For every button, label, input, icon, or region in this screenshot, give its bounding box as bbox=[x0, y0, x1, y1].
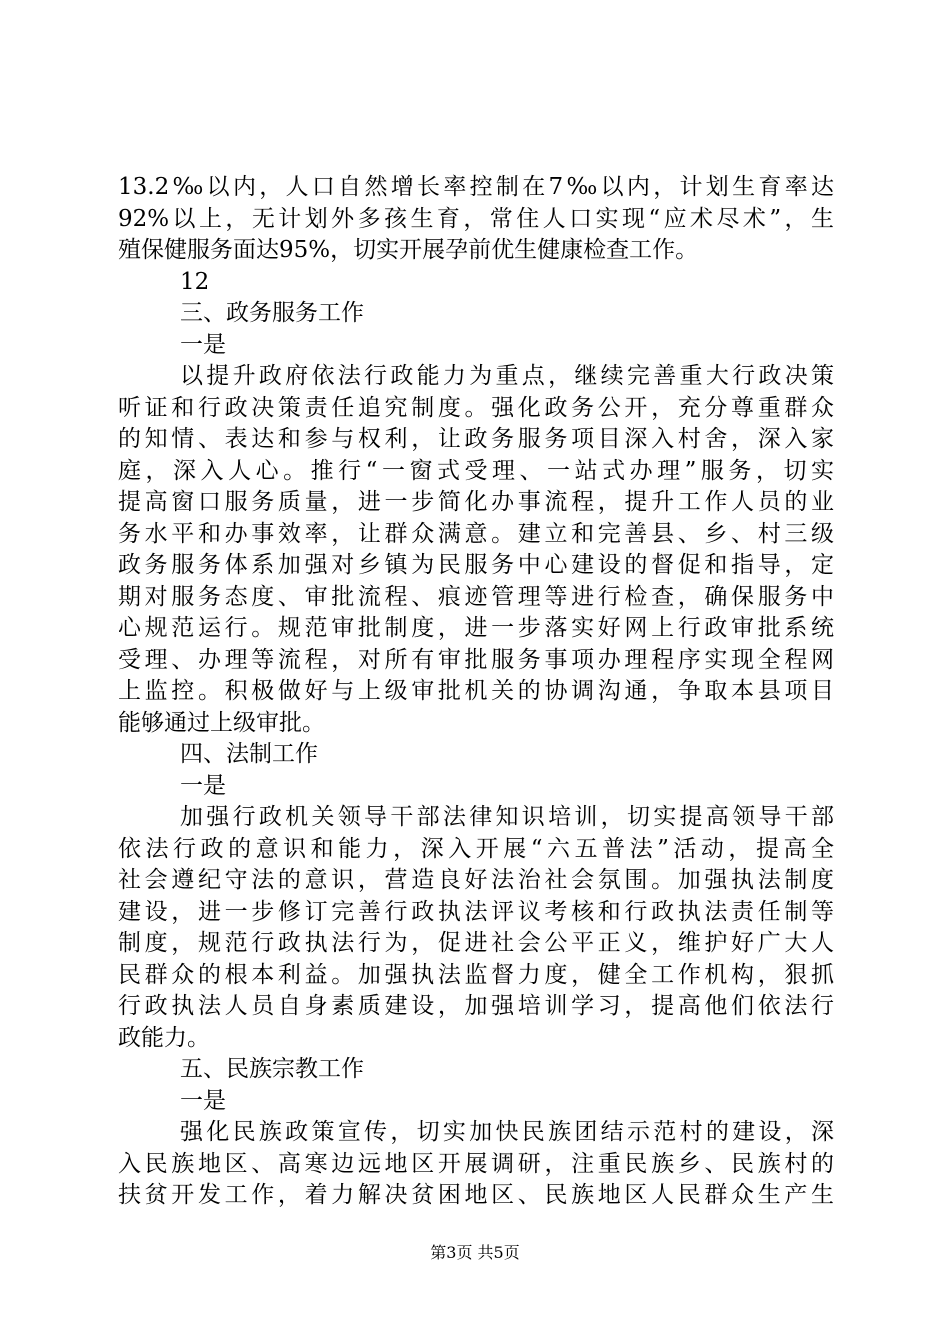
text-line: 心规范运行。规范审批制度，进一步落实好网上行政审批系统 bbox=[118, 615, 834, 641]
text-line: 一是 bbox=[180, 1087, 226, 1114]
text-line: 入民族地区、高寒边远地区开展调研，注重民族乡、民族村的 bbox=[118, 1150, 834, 1177]
text-line: 13.2‰以内，人口自然增长率控制在7‰以内，计划生育率达 bbox=[118, 174, 834, 200]
text-line: 民群众的根本利益。加强执法监督力度，健全工作机构，狠抓 bbox=[118, 961, 834, 988]
text-line: 庭，深入人心。推行“一窗式受理、一站式办理”服务，切实 bbox=[118, 457, 834, 484]
text-line: 一是 bbox=[180, 331, 226, 358]
page-footer: 第3页 共5页 bbox=[430, 1243, 520, 1262]
text-line: 行政执法人员自身素质建设，加强培训学习，提高他们依法行 bbox=[118, 993, 834, 1019]
text-line: 12 bbox=[180, 268, 210, 295]
text-line: 以提升政府依法行政能力为重点，继续完善重大行政决策 bbox=[180, 363, 834, 389]
text-line: 四、法制工作 bbox=[180, 741, 318, 767]
text-line: 务水平和办事效率，让群众满意。建立和完善县、乡、村三级 bbox=[118, 520, 834, 547]
text-line: 92%以上，无计划外多孩生育，常住人口实现“应术尽术”，生 bbox=[118, 205, 834, 232]
text-line: 听证和行政决策责任追究制度。强化政务公开，充分尊重群众 bbox=[118, 394, 834, 421]
text-line: 政务服务体系加强对乡镇为民服务中心建设的督促和指导，定 bbox=[118, 552, 834, 578]
text-line: 期对服务态度、审批流程、痕迹管理等进行检查，确保服务中 bbox=[118, 583, 834, 610]
text-line: 一是 bbox=[180, 772, 226, 799]
document-body bbox=[118, 172, 834, 1212]
text-line: 加强行政机关领导干部法律知识培训，切实提高领导干部 bbox=[180, 804, 834, 830]
text-line: 建设，进一步修订完善行政执法评议考核和行政执法责任制等 bbox=[118, 898, 834, 925]
text-line: 强化民族政策宣传，切实加快民族团结示范村的建设，深 bbox=[180, 1119, 834, 1145]
text-line: 殖保健服务面达95%，切实开展孕前优生健康检查工作。 bbox=[118, 237, 699, 263]
text-line: 上监控。积极做好与上级审批机关的协调沟通，争取本县项目 bbox=[118, 678, 834, 704]
text-line: 能够通过上级审批。 bbox=[118, 709, 325, 736]
text-line: 依法行政的意识和能力，深入开展“六五普法”活动，提高全 bbox=[118, 835, 834, 862]
text-line: 政能力。 bbox=[118, 1024, 210, 1051]
text-line: 三、政务服务工作 bbox=[180, 300, 364, 326]
text-line: 社会遵纪守法的意识，营造良好法治社会氛围。加强执法制度 bbox=[118, 867, 834, 893]
text-line: 提高窗口服务质量，进一步简化办事流程，提升工作人员的业 bbox=[118, 489, 834, 515]
text-line: 扶贫开发工作，着力解决贫困地区、民族地区人民群众生产生 bbox=[118, 1182, 834, 1208]
text-line: 五、民族宗教工作 bbox=[180, 1056, 364, 1082]
text-line: 的知情、表达和参与权利，让政务服务项目深入村舍，深入家 bbox=[118, 426, 834, 452]
text-line: 制度，规范行政执法行为，促进社会公平正义，维护好广大人 bbox=[118, 930, 834, 956]
text-line: 受理、办理等流程，对所有审批服务事项办理程序实现全程网 bbox=[118, 646, 834, 673]
